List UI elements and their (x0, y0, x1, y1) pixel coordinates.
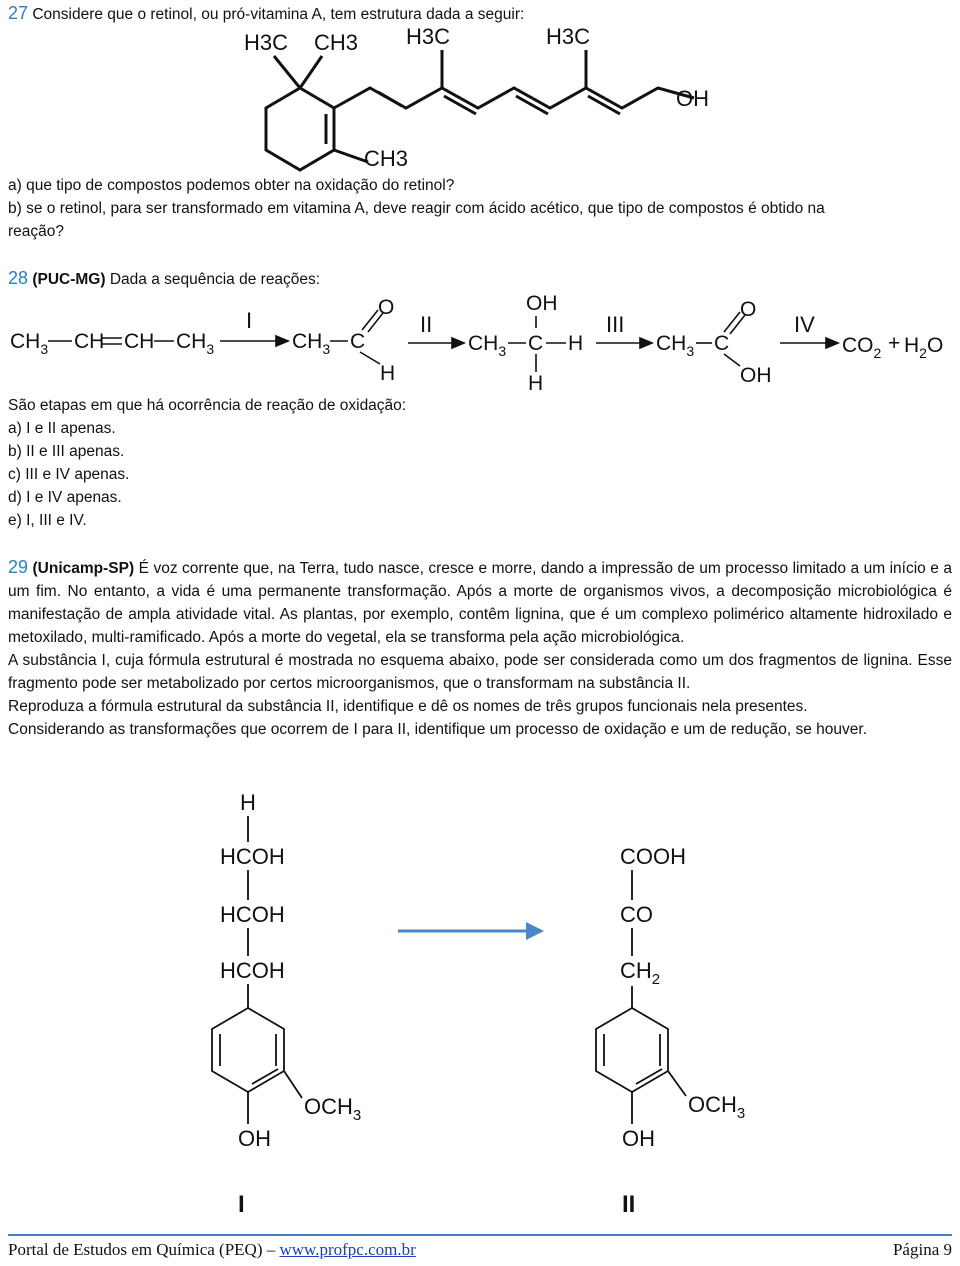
substance-i-oh: OH (238, 1126, 271, 1151)
substance-ii-structure (570, 786, 770, 1226)
q28-reaction-sequence (0, 288, 960, 398)
substance-ii-oh: OH (622, 1126, 655, 1151)
q29-body (8, 556, 952, 741)
svg-text:C: C (714, 332, 730, 355)
q28-option-a: a) I e II apenas. (8, 420, 116, 437)
footer-page-number: Página 9 (892, 1240, 952, 1259)
retinol-structure (230, 20, 730, 180)
svg-text:CH: CH (74, 330, 105, 353)
svg-text:H: H (528, 372, 544, 395)
q28-prompt: São etapas em que há ocorrência de reação de oxidação: (8, 397, 407, 414)
svg-text:+: + (888, 332, 901, 355)
q29-paragraph-3: Reproduza a fórmula estrutural da substância II, identifique e dê os nomes de três grupos funcionais nela presentes. (8, 698, 808, 715)
step-label-iv: IV (794, 312, 815, 337)
q29-number: 29 (8, 557, 29, 577)
svg-text:C: C (528, 332, 544, 355)
q28-source: (PUC-MG) (32, 271, 106, 288)
footer-rule (8, 1234, 952, 1236)
retinol-h3c-label-2: H3C (406, 24, 451, 49)
substance-ii-ch2: $CH_2$ (620, 958, 661, 988)
substance-i-hcoh-3: HCOH (220, 958, 285, 983)
q29-source: (Unicamp-SP) (32, 560, 135, 577)
substance-ii-och3: $OCH_3$ (688, 1092, 746, 1122)
q27-item-b-line2: reação? (8, 223, 65, 240)
q27-number: 27 (8, 3, 29, 23)
q27-stem: Considere que o retinol, ou pró-vitamina A, tem estrutura dada a seguir: (32, 6, 525, 23)
step-label-ii: II (420, 312, 433, 337)
svg-text:CH3: $CH_3$ (292, 330, 331, 357)
substance-i-h: H (240, 790, 256, 815)
footer-left (8, 1240, 416, 1260)
q28-stem: Dada a sequência de reações: (109, 271, 321, 288)
q28-body (8, 394, 708, 532)
svg-text:O: O (740, 298, 757, 321)
svg-text:OH: OH (740, 364, 772, 387)
svg-text:CH3: $CH_3$ (176, 330, 215, 357)
q27-item-a: a) que tipo de compostos podemos obter na oxidação do retinol? (8, 177, 455, 194)
q28-option-c: c) III e IV apenas. (8, 466, 130, 483)
substance-i-och3: $OCH_3$ (304, 1094, 362, 1124)
substance-i-hcoh-2: HCOH (220, 902, 285, 927)
svg-text:H: H (380, 362, 396, 385)
footer-site-link[interactable]: www.profpc.com.br (279, 1240, 416, 1259)
retinol-h3c-label-3: H3C (546, 24, 591, 49)
svg-text:CH: CH (124, 330, 155, 353)
retinol-h3c-label: H3C (244, 30, 289, 55)
svg-text:CO2: $CO_2$ (842, 334, 882, 361)
q28-option-e: e) I, III e IV. (8, 512, 87, 529)
svg-text:C: C (350, 330, 366, 353)
svg-text:H: H (568, 332, 584, 355)
q29-paragraph-2: A substância I, cuja fórmula estrutural é mostrada no esquema abaixo, pode ser considerada como um dos fragmentos de lignina. Esse fragmento pode ser metabolizado por certos microorganismos, que o transformam na substância II. (8, 652, 952, 692)
q29-paragraph-1 (8, 556, 952, 649)
svg-text:CH3: $CH_3$ (656, 332, 695, 359)
q28-option-d: d) I e IV apenas. (8, 489, 122, 506)
substance-i-structure (180, 786, 380, 1226)
substance-i-hcoh-1: HCOH (220, 844, 285, 869)
substance-ii-label: II (622, 1191, 636, 1218)
svg-text:CH3: $CH_3$ (468, 332, 507, 359)
q29-paragraph-4: Considerando as transformações que ocorrem de I para II, identifique um processo de oxidação e um de redução, se houver. (8, 721, 868, 738)
q27-item-b-line1: b) se o retinol, para ser transformado em vitamina A, deve reagir com ácido acético, que tipo de compostos é obtido na (8, 200, 825, 217)
svg-text:OH: OH (526, 292, 558, 315)
substance-ii-co: CO (620, 902, 653, 927)
substance-ii-cooh: COOH (620, 844, 686, 869)
q29-p1-text: É voz corrente que, na Terra, tudo nasce, cresce e morre, dando a impressão de um processo limitado a um início e a um fim. No entanto, a vida é uma permanente transformação. Após a morte de organismos vivos, a decomposição microbiológica é manifestação de ampla atividade vital. As plantas, por exemplo, contêm lignina, que é um complexo polimérico altamente hidroxilado e metoxilado, multi-ramificado. Após a morte do vegetal, ela se transforma pela ação microbiológica. (8, 560, 952, 646)
retinol-oh-label: OH (676, 86, 709, 111)
q28-option-b: b) II e III apenas. (8, 443, 125, 460)
retinol-ch3-label: CH3 (314, 30, 359, 55)
footer-portal-text: Portal de Estudos em Química (PEQ) – (8, 1240, 276, 1259)
svg-text:CH3: $CH_3$ (10, 330, 49, 357)
q28-number: 28 (8, 268, 29, 288)
substance-i-label: I (238, 1191, 245, 1218)
transformation-arrow (396, 916, 546, 946)
q27-items (8, 174, 952, 243)
retinol-ring-ch3-label: CH3 (364, 146, 409, 171)
svg-text:O: O (378, 296, 395, 319)
step-label-i: I (246, 308, 253, 333)
step-label-iii: III (606, 312, 625, 337)
svg-text:H2O: $H_2O$ (904, 334, 944, 361)
